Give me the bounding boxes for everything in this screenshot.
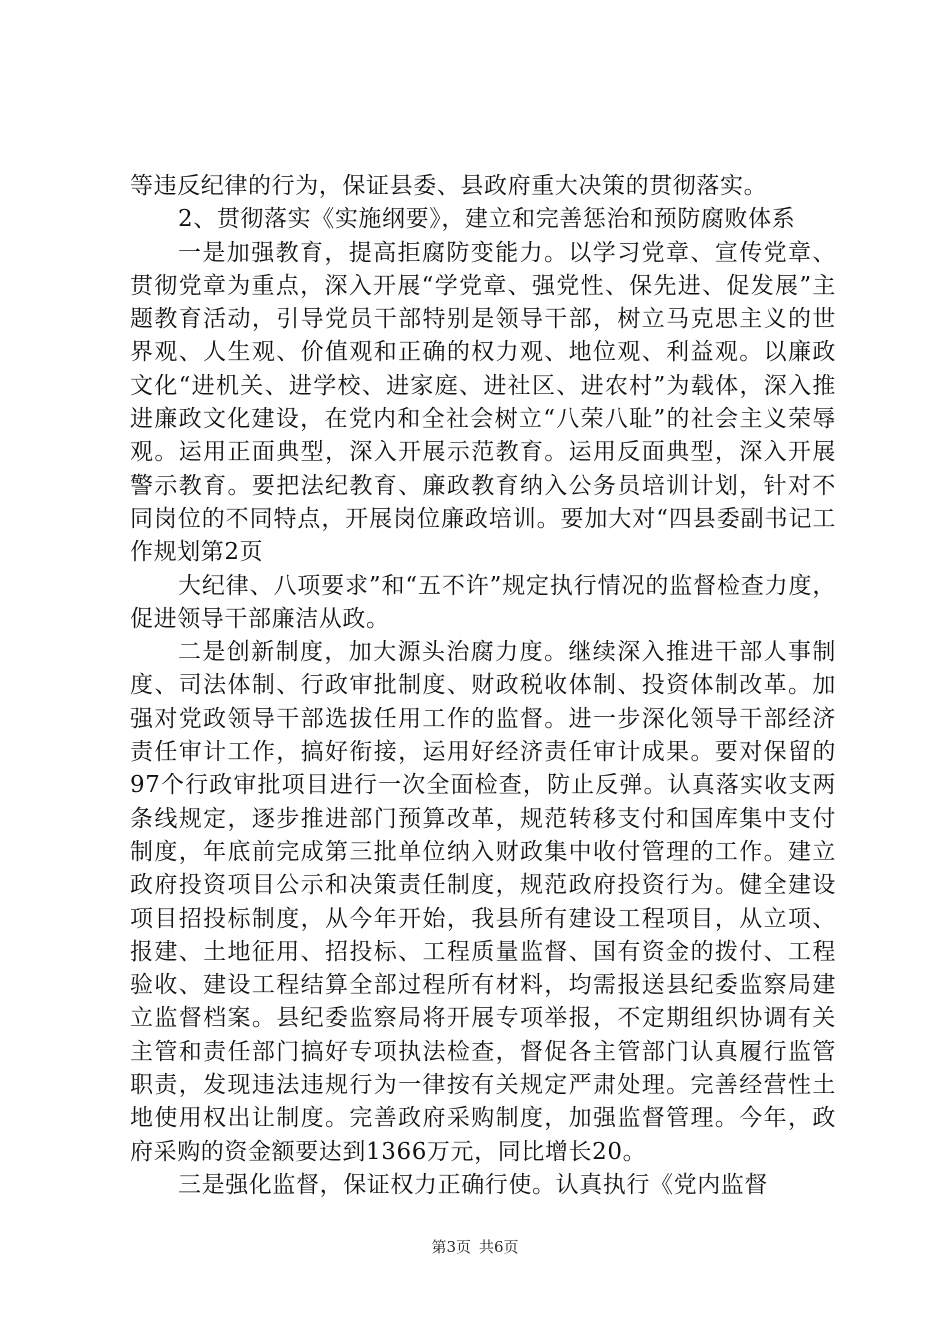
paragraph-supervision: 三是强化监督，保证权力正确行使。认真执行《党内监督 — [178, 1171, 768, 1198]
document-body — [130, 170, 836, 1202]
paragraph-education: 一是加强教育，提高拒腐防变能力。以学习党章、宣传党章、贯彻党章为重点，深入开展“学党章、强党性、保先进、促发展”主题教育活动，引导党员干部特别是领导干部，树立马克思主义的世界观、人生观、价值观和正确的权力观、地位观、利益观。以廉政文化“进机关、进学校、进家庭、进社区、进农村”为载体，深入推进廉政文化建设，在党内和全社会树立“八荣八耻”的社会主义荣辱观。运用正面典型，深入开展示范教育。运用反面典型，深入开展警示教育。要把法纪教育、廉政教育纳入公务员培训计划，针对不同岗位的不同特点，开展岗位廉政培训。要加大对“四县委副书记工作规划第2页 — [130, 239, 836, 566]
paragraph-continuation-discipline: 大纪律、八项要求”和“五不许”规定执行情况的监督检查力度，促进领导干部廉洁从政。 — [130, 572, 836, 632]
paragraph-system-innovation: 二是创新制度，加大源头治腐力度。继续深入推进干部人事制度、司法体制、行政审批制度、财政税收体制、投资体制改革。加强对党政领导干部选拔任用工作的监督。进一步深化领导干部经济责任审计工作，搞好衔接，运用好经济责任审计成果。要对保留的97个行政审批项目进行一次全面检查，防止反弹。认真落实收支两条线规定，逐步推进部门预算改革，规范转移支付和国库集中支付制度，年底前完成第三批单位纳入财政集中收付管理的工作。建立政府投资项目公示和决策责任制度，规范政府投资行为。健全建设项目招投标制度，从今年开始，我县所有建设工程项目，从立项、报建、土地征用、招投标、工程质量监督、国有资金的拨付、工程验收、建设工程结算全部过程所有材料，均需报送县纪委监察局建立监督档案。县纪委监察局将开展专项举报，不定期组织协调有关主管和责任部门搞好专项执法检查，督促各主管部门认真履行监管职责，发现违法违规行为一律按有关规定严肃处理。完善经营性土地使用权出让制度。完善政府采购制度，加强监督管理。今年，政府采购的资金额要达到1366万元，同比增长20。 — [130, 639, 836, 1165]
page-number: 第3页 — [431, 1238, 471, 1256]
page-footer — [0, 1237, 950, 1257]
page-total: 共6页 — [479, 1238, 519, 1256]
section-heading: 2、贯彻落实《实施纲要》，建立和完善惩治和预防腐败体系 — [178, 206, 796, 233]
paragraph-continuation: 等违反纪律的行为，保证县委、县政府重大决策的贯彻落实。 — [130, 173, 768, 199]
